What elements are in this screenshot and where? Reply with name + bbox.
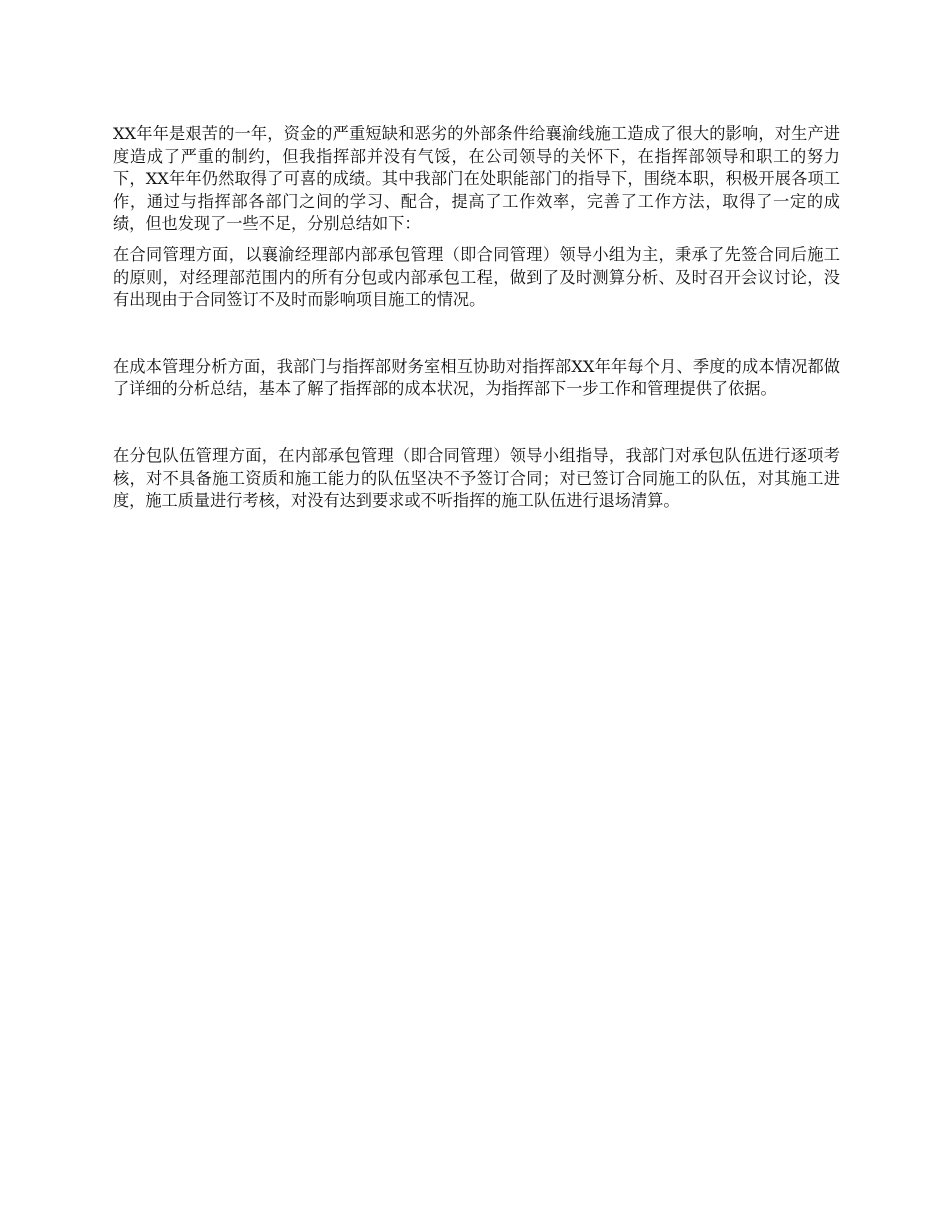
paragraph-contract-management: 在合同管理方面，以襄渝经理部内部承包管理（即合同管理）领导小组为主，秉承了先签合同后施工的原则，对经理部范围内的所有分包或内部承包工程，做到了及时测算分析、及时召开会议讨论，没有出现由于合同签订不及时而影响项目施工的情况。 [113, 244, 840, 310]
paragraph-intro: XX年年是艰苦的一年，资金的严重短缺和恶劣的外部条件给襄渝线施工造成了很大的影响，对生产进度造成了严重的制约，但我指挥部并没有气馁，在公司领导的关怀下，在指挥部领导和职工的努力下，XX年年仍然取得了可喜的成绩。其中我部门在处职能部门的指导下，围绕本职，积极开展各项工作，通过与指挥部各部门之间的学习、配合，提高了工作效率，完善了工作方法，取得了一定的成绩，但也发现了一些不足，分别总结如下： [113, 124, 840, 234]
paragraph-cost-analysis: 在成本管理分析方面，我部门与指挥部财务室相互协助对指挥部XX年年每个月、季度的成本情况都做了详细的分析总结，基本了解了指挥部的成本状况，为指挥部下一步工作和管理提供了依据。 [113, 356, 840, 399]
paragraph-subcontractor-management: 在分包队伍管理方面，在内部承包管理（即合同管理）领导小组指导，我部门对承包队伍进行逐项考核，对不具备施工资质和施工能力的队伍坚决不予签订合同；对已签订合同施工的队伍，对其施工进度，施工质量进行考核，对没有达到要求或不听指挥的施工队伍进行退场清算。 [113, 445, 840, 511]
